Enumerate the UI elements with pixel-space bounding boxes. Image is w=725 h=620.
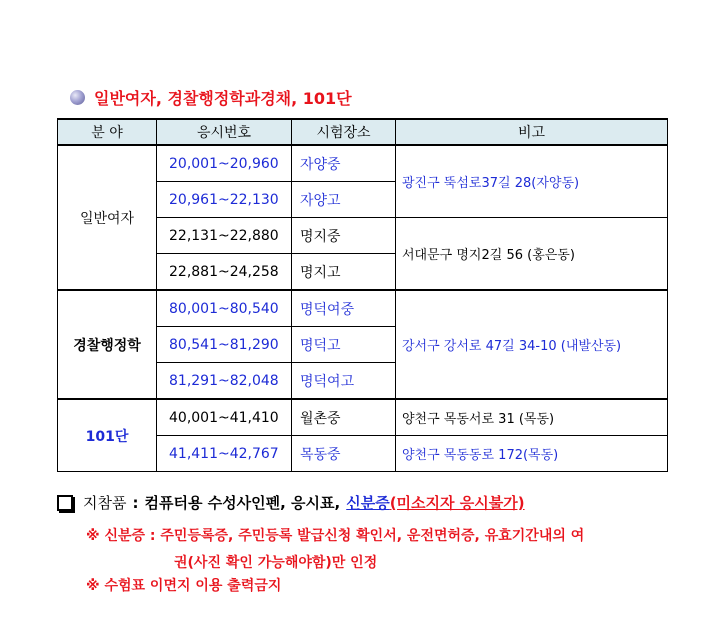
exam-number-range: 20,001~20,960 bbox=[157, 145, 292, 182]
exam-site: 자양중 bbox=[292, 145, 396, 182]
exam-site: 명덕고 bbox=[292, 327, 396, 363]
header-exam-number: 응시번호 bbox=[157, 119, 292, 145]
field-101-unit: 101단 bbox=[58, 399, 157, 472]
supplies-colon: : bbox=[132, 493, 139, 512]
exam-number-range: 22,131~22,880 bbox=[157, 218, 292, 254]
exam-site: 자양고 bbox=[292, 182, 396, 218]
checkbox-icon bbox=[57, 495, 73, 511]
id-card-note-line2: 권(사진 확인 가능해야함)만 인정 bbox=[174, 555, 378, 571]
supplies-items: 컴퓨터용 수성사인펜, 응시표, bbox=[144, 494, 341, 512]
exam-number-range: 40,001~41,410 bbox=[157, 399, 292, 436]
bullet-icon bbox=[70, 90, 85, 105]
exam-site: 명지중 bbox=[292, 218, 396, 254]
exam-site-table bbox=[57, 118, 668, 472]
exam-number-range: 81,291~82,048 bbox=[157, 363, 292, 400]
field-general-female: 일반여자 bbox=[58, 145, 157, 290]
exam-number-range: 41,411~42,767 bbox=[157, 436, 292, 472]
exam-site: 목동중 bbox=[292, 436, 396, 472]
back-side-note: ※ 수험표 이면지 이용 출력금지 bbox=[86, 578, 282, 594]
table-row bbox=[58, 145, 668, 182]
id-card-note: (미소지자 응시불가) bbox=[389, 494, 525, 512]
section-title bbox=[70, 86, 352, 109]
exam-site: 월촌중 bbox=[292, 399, 396, 436]
exam-number-range: 80,541~81,290 bbox=[157, 327, 292, 363]
site-address: 서대문구 명지2길 56 (홍은동) bbox=[396, 218, 668, 291]
header-field: 분 야 bbox=[58, 119, 157, 145]
site-address: 양천구 목동동로 172(목동) bbox=[396, 436, 668, 472]
id-card-note-block bbox=[86, 523, 676, 577]
exam-number-range: 20,961~22,130 bbox=[157, 182, 292, 218]
site-address: 강서구 강서로 47길 34-10 (내발산동) bbox=[396, 290, 668, 399]
site-address: 광진구 뚝섬로37길 28(자양동) bbox=[396, 145, 668, 218]
exam-site: 명덕여고 bbox=[292, 363, 396, 400]
supplies-line bbox=[57, 492, 525, 513]
exam-site: 명덕여중 bbox=[292, 290, 396, 327]
site-address: 양천구 목동서로 31 (목동) bbox=[396, 399, 668, 436]
exam-site: 명지고 bbox=[292, 254, 396, 291]
section-title-text: 일반여자, 경찰행정학과경채, 101단 bbox=[94, 89, 352, 108]
exam-number-range: 80,001~80,540 bbox=[157, 290, 292, 327]
field-police-admin: 경찰행정학 bbox=[58, 290, 157, 399]
id-card-text: 신분증 bbox=[346, 494, 390, 512]
table-row bbox=[58, 290, 668, 327]
id-card-note-line1: ※ 신분증 : 주민등록증, 주민등록 발급신청 확인서, 운전면허증, 유효기간내의 여 bbox=[86, 528, 585, 544]
table-header-row bbox=[58, 119, 668, 145]
header-remarks: 비고 bbox=[396, 119, 668, 145]
supplies-label: 지참품 bbox=[83, 494, 127, 512]
header-exam-site: 시험장소 bbox=[292, 119, 396, 145]
table-row bbox=[58, 399, 668, 436]
exam-number-range: 22,881~24,258 bbox=[157, 254, 292, 291]
